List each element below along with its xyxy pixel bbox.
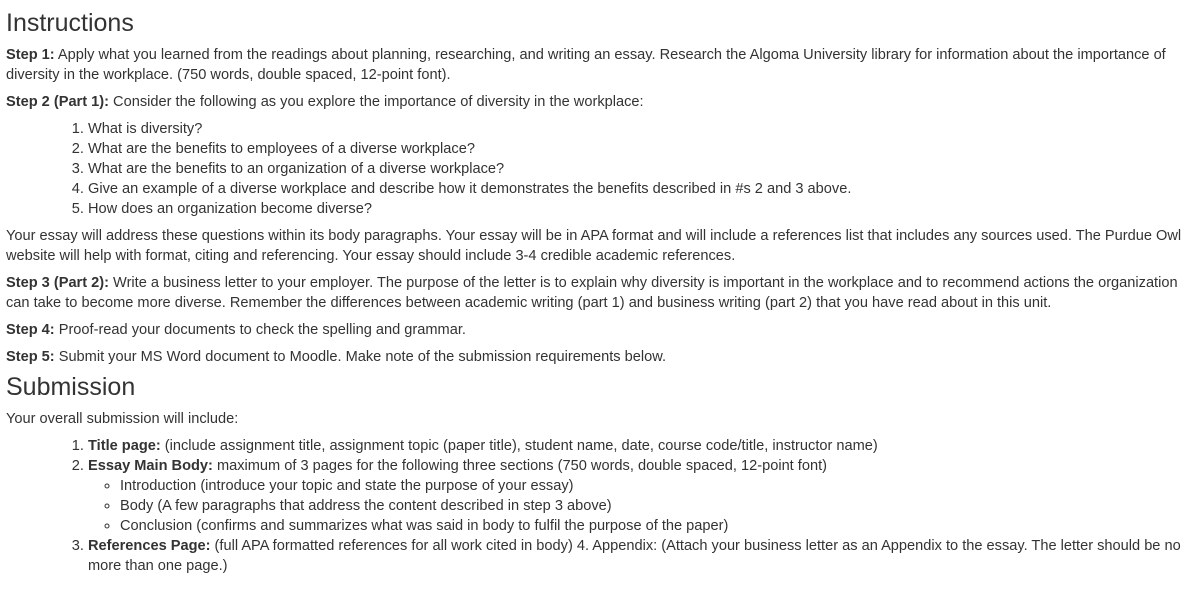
step-4-text: Proof-read your documents to check the spelling and grammar. — [54, 322, 466, 338]
instructions-heading: Instructions — [6, 9, 134, 37]
step-5-text: Submit your MS Word document to Moodle. Make note of the submission requirements below. — [54, 349, 666, 365]
step-1-text: Apply what you learned from the readings about planning, researching, and writing an essay. Research the Algoma University library for information about the importance of diversity in the workplace. (750 words, double spaced, 12-point font). — [6, 47, 1166, 83]
references-page-text: (full APA formatted references for all work cited in body) 4. Appendix: (Attach your business letter as an Appendix to the essay. The letter should be no more than one page.) — [88, 538, 1181, 574]
submission-intro: Your overall submission will include: — [6, 411, 239, 427]
step-3-label: Step 3 (Part 2): — [6, 275, 109, 291]
essay-main-body-text: maximum of 3 pages for the following three sections (750 words, double spaced, 12-point font) — [212, 458, 827, 474]
step-4 — [6, 320, 1186, 340]
list-item: 5. How does an organization become diverse? — [88, 199, 1186, 219]
list-item: 4. Give an example of a diverse workplace and describe how it demonstrates the benefits described in #s 2 and 3 above. — [88, 179, 1186, 199]
essay-paragraph: Your essay will address these questions within its body paragraphs. Your essay will be in APA format and will include a references list that includes any sources used. The Purdue Owl website will help with format, citing and referencing. Your essay should include 3-4 credible academic references. — [6, 228, 1182, 264]
list-item: ◦ Body (A few paragraphs that address the content described in step 3 above) — [120, 496, 1186, 516]
list-item: 2. What are the benefits to employees of a diverse workplace? — [88, 139, 1186, 159]
step-3 — [6, 273, 1186, 313]
list-item: 1. What is diversity? — [88, 119, 1186, 139]
step-2 — [6, 92, 1186, 112]
questions-list — [6, 119, 1186, 219]
list-item: 3. What are the benefits to an organization of a diverse workplace? — [88, 159, 1186, 179]
step-3-text: Write a business letter to your employer. The purpose of the letter is to explain why diversity is important in the workplace and to recommend actions the organization can take to become more diverse. Remember the differences between academic writing (part 1) and business writing (part 2) that you have read about in this unit. — [6, 275, 1178, 311]
list-item — [88, 436, 1186, 456]
submission-heading: Submission — [6, 373, 136, 401]
submission-list — [6, 436, 1186, 576]
step-5 — [6, 347, 1186, 367]
essay-sections-list — [88, 476, 1186, 536]
step-2-label: Step 2 (Part 1): — [6, 94, 109, 110]
list-item — [88, 456, 1186, 536]
step-1 — [6, 45, 1186, 85]
list-item — [88, 536, 1186, 576]
step-4-label: Step 4: — [6, 322, 55, 338]
step-5-label: Step 5: — [6, 349, 55, 365]
essay-main-body-label: Essay Main Body: — [88, 458, 213, 474]
list-item: ◦ Introduction (introduce your topic and state the purpose of your essay) — [120, 476, 1186, 496]
step-1-label: Step 1: — [6, 47, 55, 63]
list-item: ◦ Conclusion (confirms and summarizes what was said in body to fulfil the purpose of the paper) — [120, 516, 1186, 536]
references-page-label: References Page: — [88, 538, 211, 554]
title-page-label: Title page: — [88, 438, 161, 454]
step-2-text: Consider the following as you explore the importance of diversity in the workplace: — [109, 94, 644, 110]
assignment-content — [6, 0, 1186, 576]
title-page-text: (include assignment title, assignment topic (paper title), student name, date, course code/title, instructor name) — [160, 438, 878, 454]
